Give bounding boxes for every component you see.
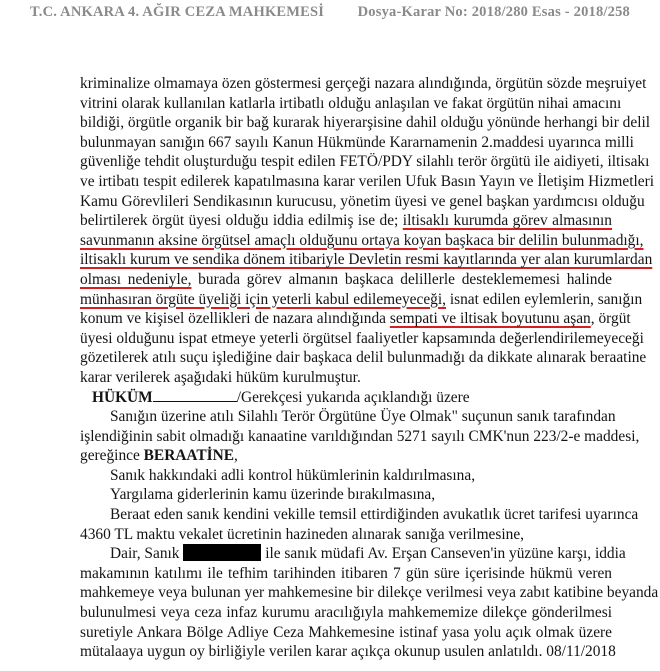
- case-number-label: Dosya-Karar No:: [357, 4, 468, 20]
- underlined-text: savunmanın aksine örgütsel amaçlı olduğunu ortaya koyan başkaca bir delilin bulunmadığı,: [80, 231, 644, 249]
- case-number-value: 2018/280 Esas - 2018/258: [467, 4, 630, 20]
- verdict-item: [80, 485, 612, 505]
- verdict-item: [80, 505, 639, 544]
- text-segment: , örgüt: [590, 310, 631, 328]
- verdict-label: HÜKÜM: [92, 388, 153, 406]
- blank-line: [153, 400, 237, 402]
- text-line: suretiyle Ankara Bölge Adliye Ceza Mahkemesine istinaf yasa yolu açık olmak üzere: [80, 623, 612, 641]
- text-line: [80, 290, 643, 310]
- text-line: Beraat eden sanık kendini vekille temsil ettirdiğinden avukatlık ücret tarifesi uyarınca: [110, 506, 639, 524]
- text-line: Sanık hakkındaki adli kontrol hükümlerinin kaldırılmasına,: [110, 466, 476, 484]
- acquittal-text: BERAATİNE: [143, 447, 235, 465]
- verdict-paragraph: [80, 407, 640, 466]
- text-line: [80, 211, 612, 231]
- text-segment: gereğince: [80, 447, 144, 465]
- text-line: bildiği, örgütle organik bir bağ kurarak hiyerarşisine dahil olduğu yönünde herhangi bir delil: [80, 114, 651, 132]
- case-number: [358, 4, 630, 21]
- text-line: Yargılama giderlerinin kamu üzerinde bırakılmasına,: [110, 486, 436, 504]
- text-line: üyesi olduğunu ispat etmeye yeterli örgütsel faaliyetler kapsamında değerlendirilemeyeceği: [80, 329, 644, 347]
- text-segment: ile sanık müdafi Av. Erşan Canseven'in yüzüne karşı, iddia: [265, 545, 626, 563]
- text-line: ve irtibatı tespit edilerek kapatılmasına karar verilen Ufuk Basın Yayın ve İletişim Hizmetleri: [80, 172, 654, 190]
- text-line: [80, 270, 612, 290]
- text-line: Sanığın üzerine atılı Silahlı Terör Örgütüne Üye Olmak" suçunun sanık tarafından: [110, 408, 616, 426]
- text-line: 4360 TL maktu vekalet ücretinin hazineden alınarak sanığa verilmesine,: [80, 525, 525, 543]
- verdict-item: [80, 466, 612, 486]
- text-segment: konum ve kişisel özellikleri de nazara alındığında: [80, 310, 390, 328]
- text-line: bulunmayan sanığın 667 sayılı Kanun Hükmünde Kararnamenin 2.maddesi uyarınca milli: [80, 133, 634, 151]
- text-line: işlendiğinin sabit olmadığı kanaatine varıldığından 5271 sayılı CMK'nun 223/2-e maddesi,: [80, 427, 640, 445]
- text-line: bulunulmesi veya ceza infaz kurumu aracılığıyla mahkememize dilekçe gönderilmesi: [80, 604, 612, 622]
- text-segment: ,: [234, 447, 238, 465]
- reasoning-paragraph: [80, 74, 654, 388]
- text-segment: belirtilerek örgüt üyesi olduğu iddia edilmiş ise de;: [80, 212, 403, 230]
- document-body: [80, 74, 659, 662]
- court-name: T.C. ANKARA 4. AĞIR CEZA MAHKEMESİ: [30, 4, 325, 20]
- text-line: mütalaaya uygun oy birliğiyle verilen karar açıkça okunup usulen anlatıldı. 08/11/2018: [80, 643, 616, 661]
- underlined-text: olması nedeniyle,: [80, 270, 192, 288]
- text-line: [80, 309, 631, 329]
- text-segment: isnat edilen eylemlerin, sanığın: [445, 290, 643, 308]
- text-line: [80, 544, 626, 564]
- text-line: makamının katılımı ile tefhim tarihinden itibaren 7 gün süre içerisinde hükmü veren: [80, 564, 612, 582]
- text-line: kriminalize olmamaya özen göstermesi gerçeği nazara alındığında, örgütün sözde meşruiyet: [80, 75, 647, 92]
- verdict-subtitle: /Gerekçesi yukarıda açıklandığı üzere: [236, 388, 470, 406]
- text-segment: Dair, Sanık: [110, 545, 180, 563]
- final-paragraph: [80, 544, 659, 662]
- text-line: vitrini olarak kullanılan katlarla irtibatlı olduğu anlaşılan ve fakat örgütün nihai amacını: [80, 94, 622, 112]
- text-line: Kamu Görevlileri Sendikasının kurucusu, yönetim üyesi ve genel başkan yardımcısı olduğu: [80, 192, 645, 210]
- text-line: güvenliğe tehdit oluşturduğu tespit edilen FETÖ/PDY silahlı terör örgütü ile aidiyeti, iltisakı: [80, 153, 650, 171]
- underlined-text: iltisaklı kurumda görev almasının: [402, 212, 613, 230]
- verdict-heading: [80, 388, 612, 408]
- text-line: [80, 446, 612, 466]
- underlined-text: iltisaklı kurum ve sendika dönem itibariyle Devletin resmi kayıtlarında yer alan kurumlardan: [80, 251, 653, 269]
- text-line: [80, 231, 644, 251]
- redacted-name: [183, 544, 261, 561]
- underlined-text: münhasıran örgüte üyeliği için yeterli kabul edilemeyeceği,: [80, 290, 446, 308]
- text-segment: burada görev almanın başkaca delillerle desteklememesi halinde: [191, 270, 613, 288]
- page-header: [30, 4, 630, 26]
- text-line: gözetilerek atılı suçu işlediğine dair başkaca delil bulunmadığı da dikkate alınarak beraatine: [80, 349, 647, 367]
- underlined-text: sempati ve iltisak boyutunu aşan: [389, 310, 591, 328]
- text-line: karar verilerek aşağıdaki hüküm kurulmuştur.: [80, 368, 361, 386]
- text-line: [80, 250, 653, 270]
- text-line: mahkemeye veya bulunan yer mahkemesine bir dilekçe verilmesi veya zabıt katibine beyanda: [80, 584, 659, 602]
